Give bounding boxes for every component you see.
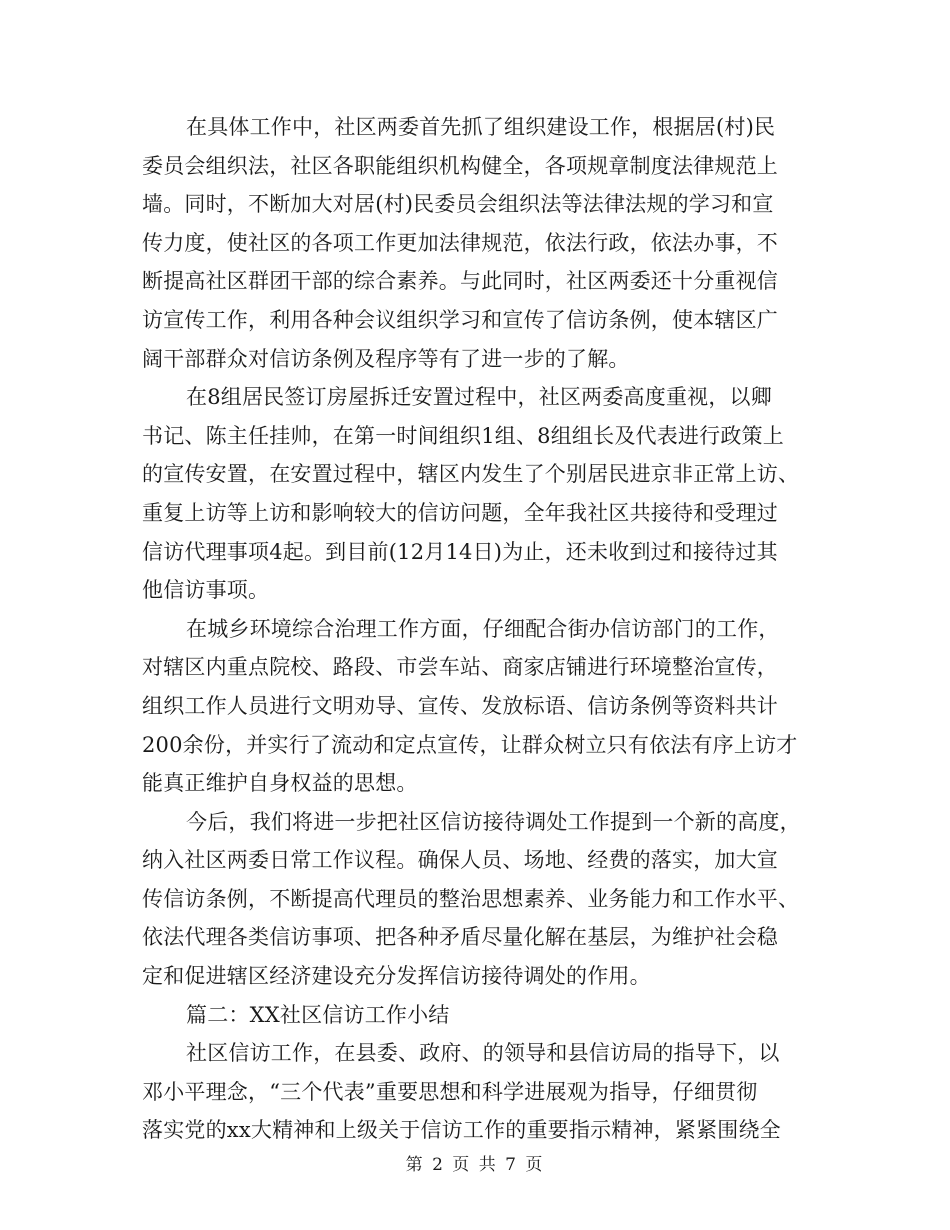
text-line: 对辖区内重点院校、路段、市尝车站、商家店铺进行环境整治宣传， (142, 655, 778, 680)
text-line: 的宣传安置，在安置过程中，辖区内发生了个别居民进京非正常上访、 (142, 462, 800, 487)
text-line: 社区信访工作，在县委、政府、的领导和县信访局的指导下，以 (186, 1041, 780, 1066)
text-line: 访宣传工作，利用各种会议组织学习和宣传了信访条例，使本辖区广 (142, 307, 778, 332)
text-line: 200余份，并实行了流动和定点宣传，让群众树立只有依法有序上访才 (142, 732, 798, 757)
text-line: 邓小平理念，“三个代表”重要思想和科学进展观为指导，仔细贯彻 (142, 1079, 758, 1104)
text-line: 书记、陈主任挂帅，在第一时间组织1组、8组组长及代表进行政策上 (142, 423, 784, 448)
text-line: 阔干部群众对信访条例及程序等有了进一步的了解。 (142, 346, 630, 371)
text-line: 在具体工作中，社区两委首先抓了组织建设工作，根据居(村)民 (186, 115, 776, 139)
text-line: 组织工作人员进行文明劝导、宣传、发放标语、信访条例等资料共计 (142, 693, 778, 718)
heading-line: 篇二：XX社区信访工作小结 (186, 1002, 450, 1027)
paragraph-summary-intro (142, 1034, 808, 1150)
text-line: 墙。同时，不断加大对居(村)民委员会组织法等法律法规的学习和宣 (142, 192, 774, 217)
text-line: 重复上访等上访和影响较大的信访问题，全年我社区共接待和受理过 (142, 500, 778, 525)
text-line: 落实党的xx大精神和上级关于信访工作的重要指示精神，紧紧围绕全 (142, 1118, 781, 1143)
text-line: 信访代理事项4起。到目前(12月14日)为止，还未收到过和接待过其 (142, 539, 778, 564)
section-heading (142, 996, 808, 1035)
paragraph-future-plan (142, 803, 808, 996)
page-number: 第 2 页 共 7 页 (405, 1155, 545, 1175)
text-line: 在8组居民签订房屋拆迁安置过程中，社区两委高度重视，以卿 (186, 385, 772, 410)
text-line: 在城乡环境综合治理工作方面，仔细配合街办信访部门的工作， (186, 616, 780, 641)
paragraph-environment (142, 610, 808, 803)
text-line: 传信访条例，不断提高代理员的整治思想素养、业务能力和工作水平、 (142, 886, 800, 911)
text-line: 断提高社区群团干部的综合素养。与此同时，社区两委还十分重视信 (142, 269, 778, 294)
document-body (142, 108, 808, 1150)
paragraph-organization (142, 108, 808, 378)
text-line: 依法代理各类信访事项、把各种矛盾尽量化解在基层，为维护社会稳 (142, 925, 778, 950)
text-line: 今后，我们将进一步把社区信访接待调处工作提到一个新的高度， (186, 809, 801, 834)
text-line: 定和促进辖区经济建设充分发挥信访接待调处的作用。 (142, 964, 651, 989)
text-line: 委员会组织法，社区各职能组织机构健全，各项规章制度法律规范上 (142, 153, 778, 178)
paragraph-relocation (142, 378, 808, 610)
text-line: 传力度，使社区的各项工作更加法律规范，依法行政，依法办事，不 (142, 230, 778, 255)
text-line: 纳入社区两委日常工作议程。确保人员、场地、经费的落实，加大宣 (142, 848, 778, 873)
text-line: 能真正维护自身权益的思想。 (142, 771, 418, 796)
text-line: 他信访事项。 (142, 578, 270, 603)
